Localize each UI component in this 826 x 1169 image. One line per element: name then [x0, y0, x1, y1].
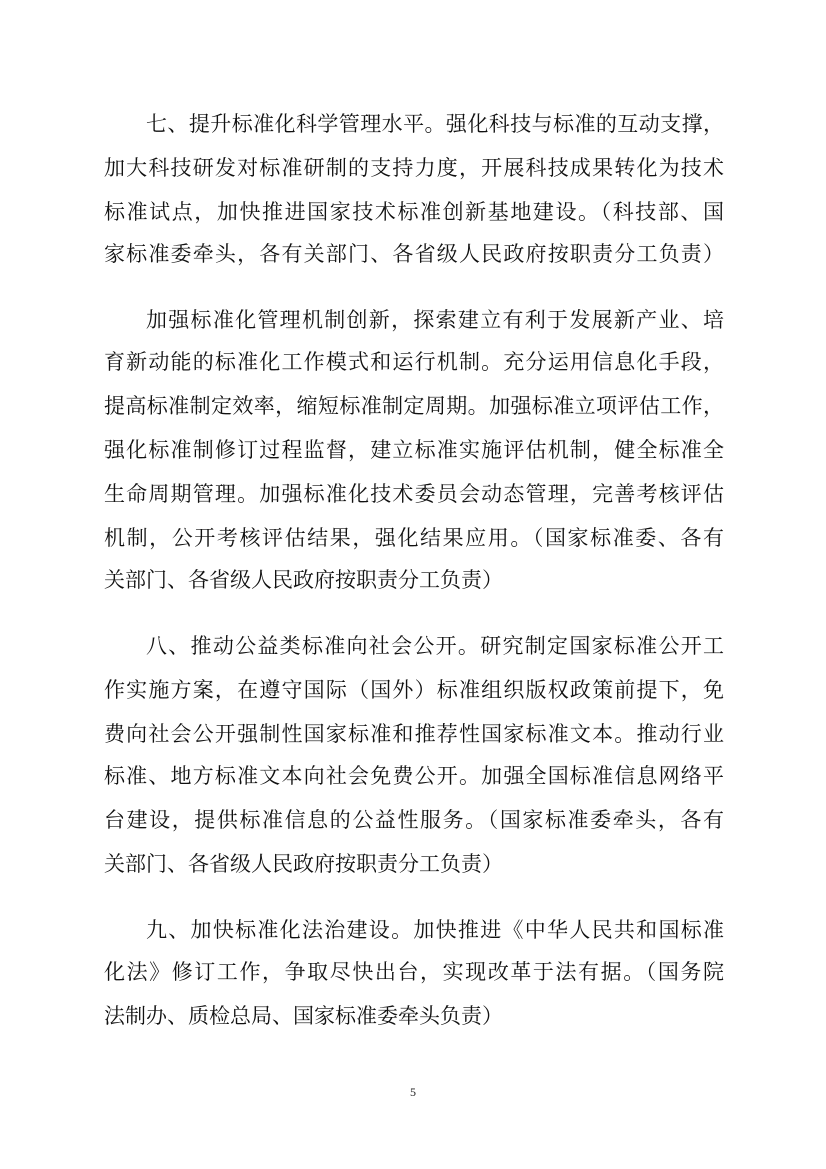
paragraph-2-line-2: 育新动能的标准化工作模式和运行机制。充分运用信息化手段， [104, 350, 724, 374]
paragraph-4-line-1: 九、加快标准化法治建设。加快推进《中华人民共和国标准 [146, 918, 724, 942]
paragraph-2-line-3: 提高标准制定效率，缩短标准制定周期。加强标准立项评估工作， [104, 394, 724, 418]
paragraph-2-line-7: 关部门、各省级人民政府按职责分工负责） [104, 568, 503, 592]
paragraph-2-line-1: 加强标准化管理机制创新，探索建立有利于发展新产业、培 [146, 308, 724, 332]
page-number: 5 [410, 1085, 416, 1099]
paragraph-1-line-2: 加大科技研发对标准研制的支持力度，开展科技成果转化为技术 [104, 156, 724, 180]
paragraph-1-line-1: 七、提升标准化科学管理水平。强化科技与标准的互动支撑， [146, 112, 724, 136]
paragraph-3-line-3: 费向社会公开强制性国家标准和推荐性国家标准文本。推动行业 [104, 722, 724, 746]
paragraph-4-line-2: 化法》修订工作，争取尽快出台，实现改革于法有据。（国务院 [104, 960, 724, 984]
paragraph-2-line-5: 生命周期管理。加强标准化技术委员会动态管理，完善考核评估 [104, 482, 724, 506]
paragraph-1-line-4: 家标准委牵头，各有关部门、各省级人民政府按职责分工负责） [104, 242, 724, 266]
paragraph-3-line-5: 台建设，提供标准信息的公益性服务。（国家标准委牵头，各有 [104, 808, 724, 832]
paragraph-1-line-3: 标准试点，加快推进国家技术标准创新基地建设。（科技部、国 [104, 200, 724, 224]
paragraph-3-line-4: 标准、地方标准文本向社会免费公开。加强全国标准信息网络平 [104, 764, 724, 788]
paragraph-3-line-1: 八、推动公益类标准向社会公开。研究制定国家标准公开工 [146, 634, 724, 658]
paragraph-4-line-3: 法制办、质检总局、国家标准委牵头负责） [104, 1004, 503, 1028]
paragraph-2-line-6: 机制，公开考核评估结果，强化结果应用。（国家标准委、各有 [104, 526, 724, 550]
paragraph-3-line-6: 关部门、各省级人民政府按职责分工负责） [104, 852, 503, 876]
paragraph-2-line-4: 强化标准制修订过程监督，建立标准实施评估机制，健全标准全 [104, 438, 724, 462]
paragraph-3-line-2: 作实施方案，在遵守国际（国外）标准组织版权政策前提下，免 [104, 678, 724, 702]
